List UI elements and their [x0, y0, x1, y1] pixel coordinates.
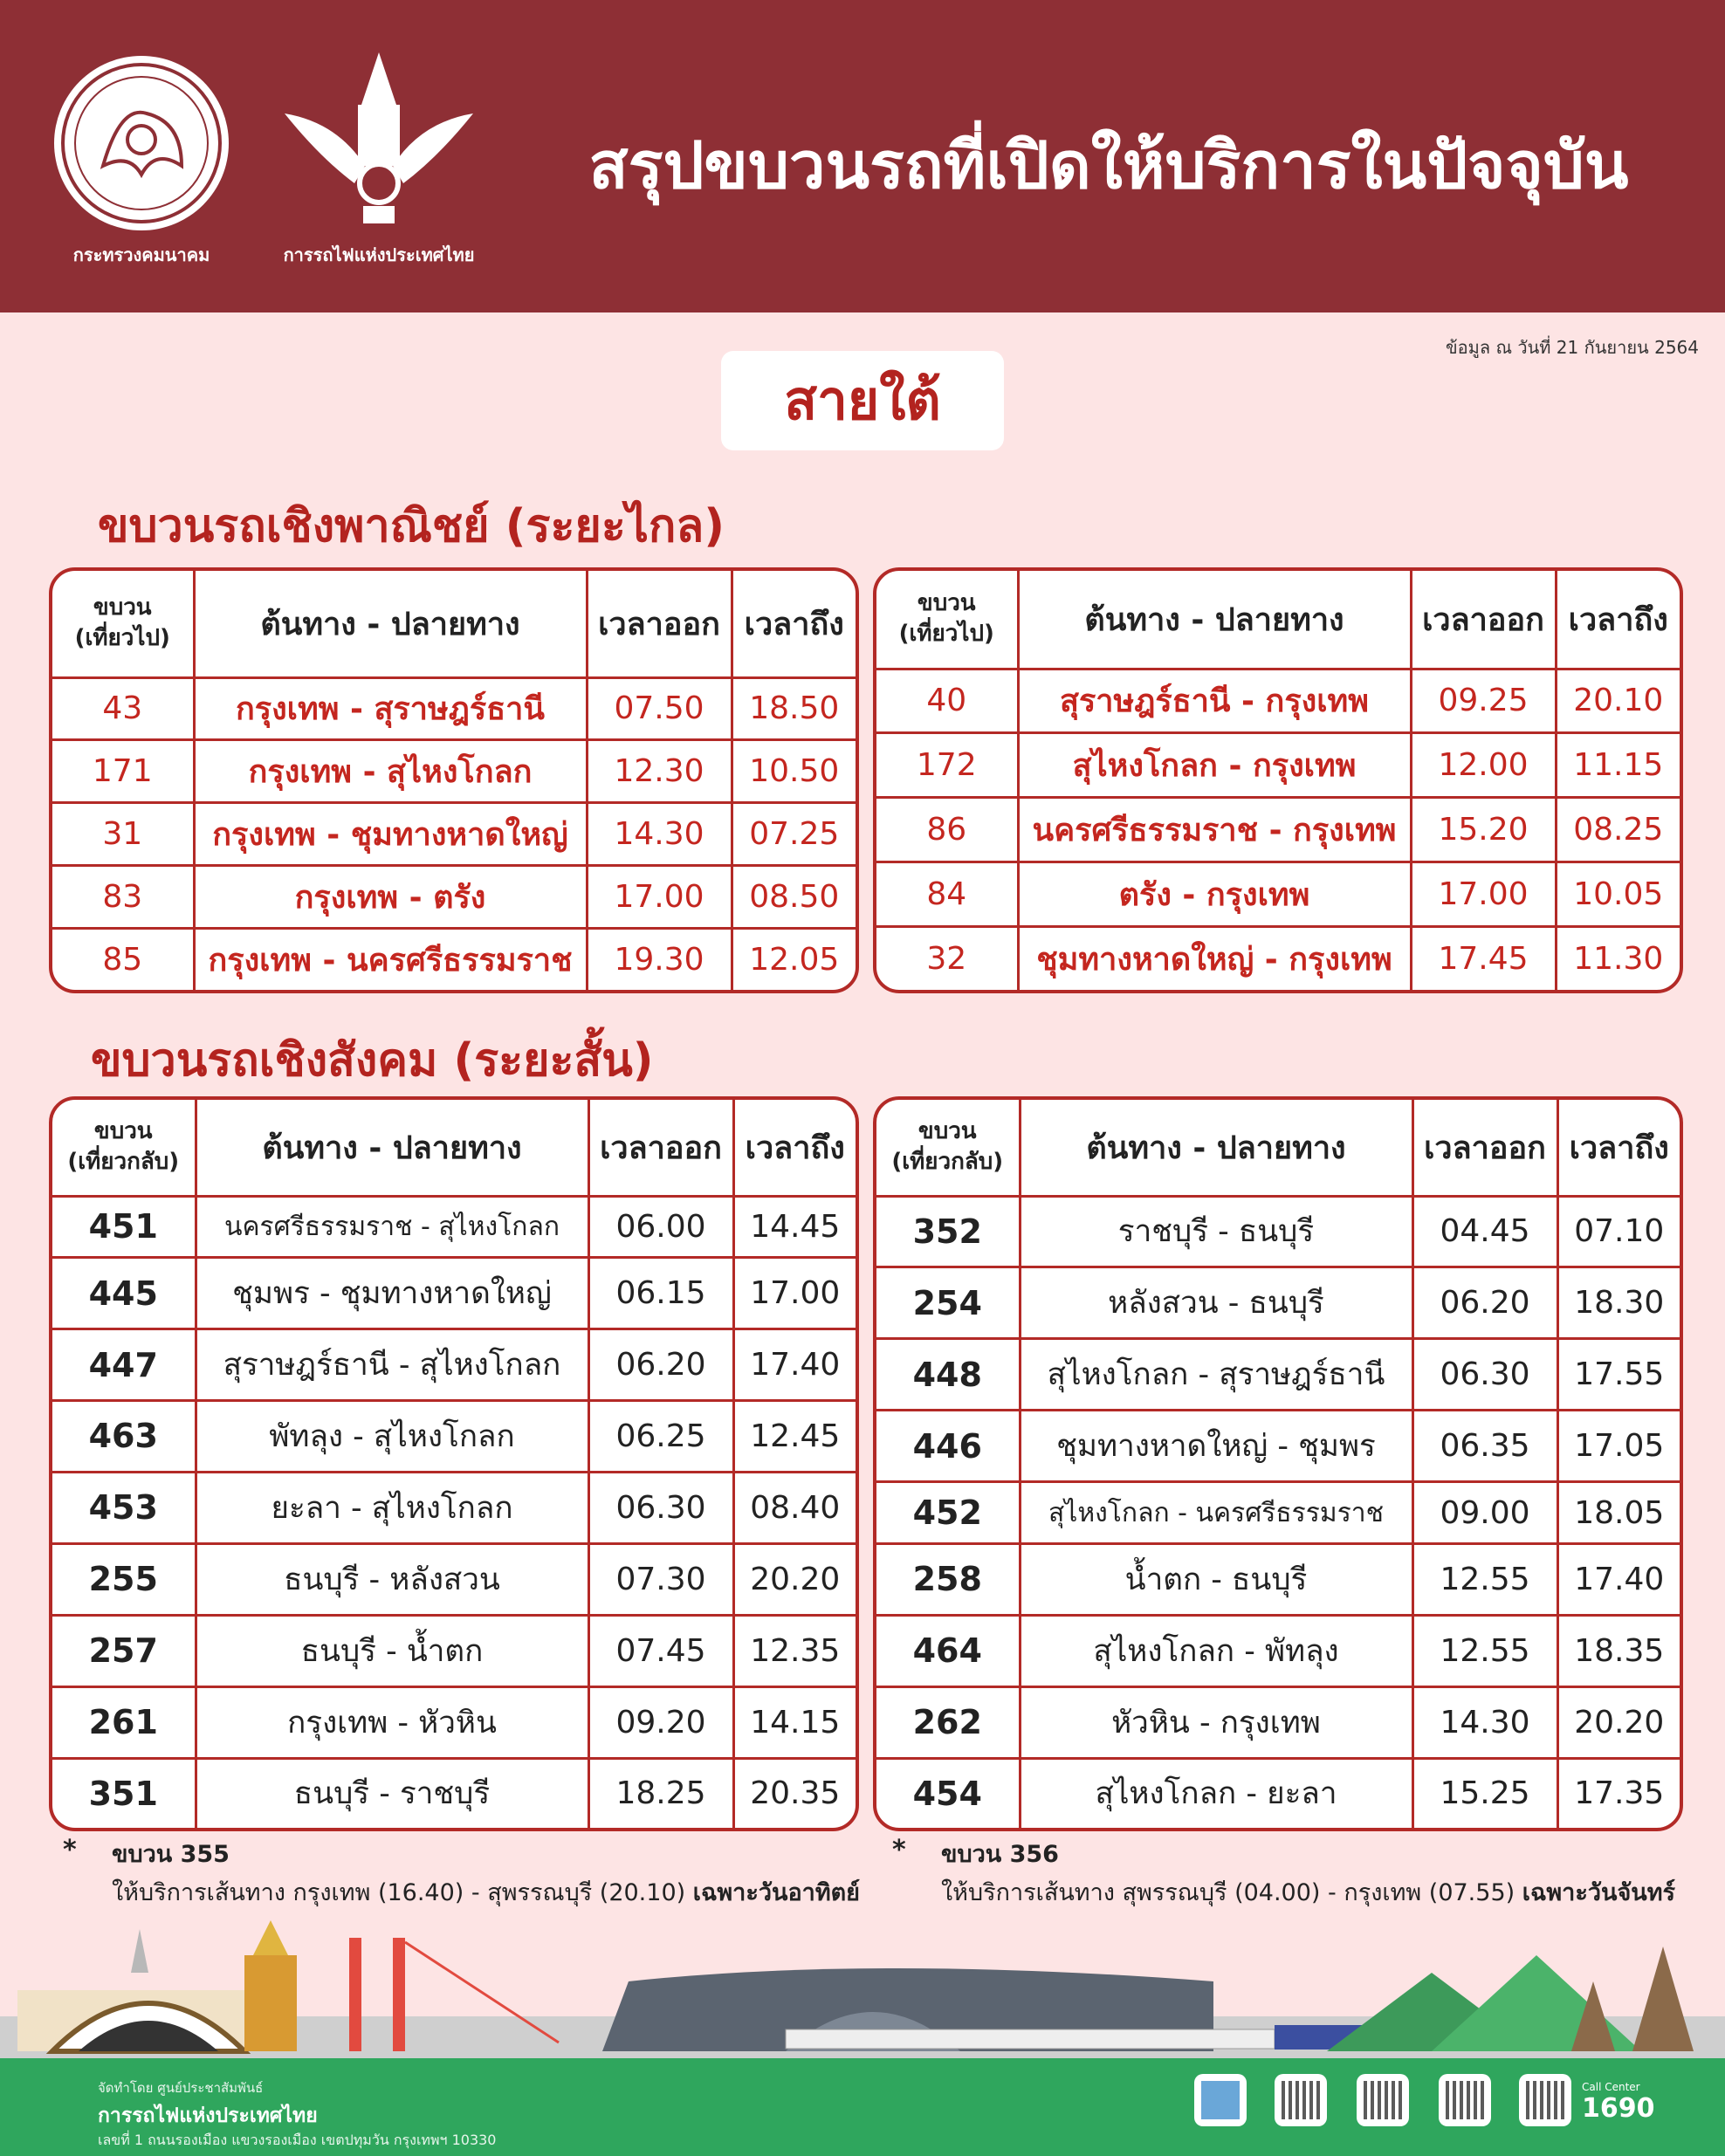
footnote-text: ให้บริการเส้นทาง กรุงเทพ (16.40) - สุพรรณบุรี (20.10) เฉพาะวันอาทิตย์ — [112, 1879, 860, 1906]
table-row: 40 สุราษฎร์ธานี - กรุงเทพ 09.25 20.10 — [876, 669, 1680, 733]
table-row: 31 กรุงเทพ - ชุมทางหาดใหญ่ 14.30 07.25 — [52, 803, 856, 866]
col-route: ต้นทาง - ปลายทาง — [1018, 571, 1411, 669]
call-center — [1582, 2081, 1655, 2124]
col-depart: เวลาออก — [1412, 1100, 1557, 1196]
footnote-star: * — [892, 1835, 906, 1865]
table-row: 464 สุไหงโกลก - พัทลุง 12.55 18.35 — [876, 1615, 1680, 1686]
commercial-table-outbound — [49, 567, 859, 993]
qr-code-icon[interactable] — [1357, 2074, 1409, 2126]
qr-code-icon[interactable] — [1439, 2074, 1491, 2126]
table-row: 43 กรุงเทพ - สุราษฎร์ธานี 07.50 18.50 — [52, 677, 856, 740]
col-arrive: เวลาถึง — [1557, 1100, 1680, 1196]
region-label: สายใต้ — [721, 351, 1004, 450]
header-banner — [0, 0, 1725, 312]
table-row: 261 กรุงเทพ - หัวหิน 09.20 14.15 — [52, 1686, 856, 1758]
srt-caption: การรถไฟแห่งประเทศไทย — [283, 244, 475, 265]
call-center-number[interactable]: 1690 — [1582, 2093, 1655, 2124]
footnote-title: ขบวน 355 — [112, 1841, 230, 1868]
table-row: 172 สุไหงโกลก - กรุงเทพ 12.00 11.15 — [876, 733, 1680, 798]
table-row: 445 ชุมพร - ชุมทางหาดใหญ่ 06.15 17.00 — [52, 1258, 856, 1329]
table-row: 452 สุไหงโกลก - นครศรีธรรมราช 09.00 18.05 — [876, 1482, 1680, 1544]
footer-org: การรถไฟแห่งประเทศไทย — [98, 2105, 318, 2127]
col-train-no: ขบวน (เที่ยวกลับ) — [876, 1100, 1020, 1196]
table-row: 84 ตรัง - กรุงเทพ 17.00 10.05 — [876, 862, 1680, 927]
col-depart: เวลาออก — [1411, 571, 1556, 669]
qr-code-icon[interactable] — [1519, 2074, 1571, 2126]
table-row: 262 หัวหิน - กรุงเทพ 14.30 20.20 — [876, 1686, 1680, 1758]
col-train-no: ขบวน (เที่ยวกลับ) — [52, 1100, 196, 1196]
social-table-left — [49, 1096, 859, 1831]
table-row: 171 กรุงเทพ - สุไหงโกลก 12.30 10.50 — [52, 740, 856, 803]
col-train-no: ขบวน (เที่ยวไป) — [876, 571, 1018, 669]
data-date-note: ข้อมูล ณ วันที่ 21 กันยายน 2564 — [1445, 337, 1699, 358]
footnote-train-355 — [63, 1835, 860, 1913]
table-row: 447 สุราษฎร์ธานี - สุไหงโกลก 06.20 17.40 — [52, 1329, 856, 1401]
col-train-no: ขบวน (เที่ยวไป) — [52, 571, 194, 677]
table-row: 448 สุไหงโกลก - สุราษฎร์ธานี 06.30 17.55 — [876, 1339, 1680, 1411]
col-route: ต้นทาง - ปลายทาง — [1020, 1100, 1412, 1196]
table-row: 446 ชุมทางหาดใหญ่ - ชุมพร 06.35 17.05 — [876, 1411, 1680, 1482]
col-route: ต้นทาง - ปลายทาง — [194, 571, 587, 677]
table-row: 32 ชุมทางหาดใหญ่ - กรุงเทพ 17.45 11.30 — [876, 927, 1680, 990]
table-row: 454 สุไหงโกลก - ยะลา 15.25 17.35 — [876, 1758, 1680, 1828]
social-table-right — [873, 1096, 1683, 1831]
table-row: 85 กรุงเทพ - นครศรีธรรมราช 19.30 12.05 — [52, 929, 856, 990]
table-row: 255 ธนบุรี - หลังสวน 07.30 20.20 — [52, 1543, 856, 1615]
footnote-train-356 — [892, 1835, 1678, 1913]
social-section-title: ขบวนรถเชิงสังคม (ระยะสั้น) — [91, 1034, 654, 1087]
col-route: ต้นทาง - ปลายทาง — [196, 1100, 588, 1196]
table-row: 451 นครศรีธรรมราช - สุไหงโกลก 06.00 14.45 — [52, 1196, 856, 1258]
col-depart: เวลาออก — [588, 1100, 733, 1196]
table-row: 352 ราชบุรี - ธนบุรี 04.45 07.10 — [876, 1196, 1680, 1267]
table-row: 257 ธนบุรี - น้ำตก 07.45 12.35 — [52, 1615, 856, 1686]
commercial-section-title: ขบวนรถเชิงพาณิชย์ (ระยะไกล) — [98, 500, 725, 553]
footnote-star: * — [63, 1835, 77, 1865]
table-row: 453 ยะลา - สุไหงโกลก 06.30 08.40 — [52, 1472, 856, 1543]
call-center-label: Call Center — [1582, 2081, 1640, 2093]
col-depart: เวลาออก — [587, 571, 732, 677]
ministry-caption: กระทรวงคมนาคม — [72, 244, 210, 265]
ministry-seal-logo — [51, 52, 232, 234]
footnote-title: ขบวน 356 — [941, 1841, 1059, 1868]
page-title: สรุปขบวนรถที่เปิดให้บริการในปัจจุบัน — [588, 128, 1629, 203]
col-arrive: เวลาถึง — [1556, 571, 1680, 669]
table-row: 83 กรุงเทพ - ตรัง 17.00 08.50 — [52, 866, 856, 929]
table-row: 254 หลังสวน - ธนบุรี 06.20 18.30 — [876, 1267, 1680, 1339]
footnote-text: ให้บริการเส้นทาง สุพรรณบุรี (04.00) - กรุงเทพ (07.55) เฉพาะวันจันทร์ — [941, 1879, 1676, 1906]
srt-emblem-logo — [285, 52, 473, 227]
table-row: 463 พัทลุง - สุไหงโกลก 06.25 12.45 — [52, 1400, 856, 1472]
col-arrive: เวลาถึง — [733, 1100, 856, 1196]
table-row: 351 ธนบุรี - ราชบุรี 18.25 20.35 — [52, 1758, 856, 1828]
footer-prepared-by: จัดทำโดย ศูนย์ประชาสัมพันธ์ — [98, 2080, 264, 2096]
table-row: 258 น้ำตก - ธนบุรี 12.55 17.40 — [876, 1543, 1680, 1615]
commercial-table-return — [873, 567, 1683, 993]
col-arrive: เวลาถึง — [732, 571, 856, 677]
srt-app-icon[interactable] — [1194, 2074, 1247, 2126]
footer-address: เลขที่ 1 ถนนรองเมือง แขวงรองเมือง เขตปทุมวัน กรุงเทพฯ 10330 — [98, 2132, 497, 2148]
qr-code-icon[interactable] — [1275, 2074, 1327, 2126]
landmark-scenery-illustration — [0, 1920, 1725, 2060]
table-row: 86 นครศรีธรรมราช - กรุงเทพ 15.20 08.25 — [876, 798, 1680, 862]
